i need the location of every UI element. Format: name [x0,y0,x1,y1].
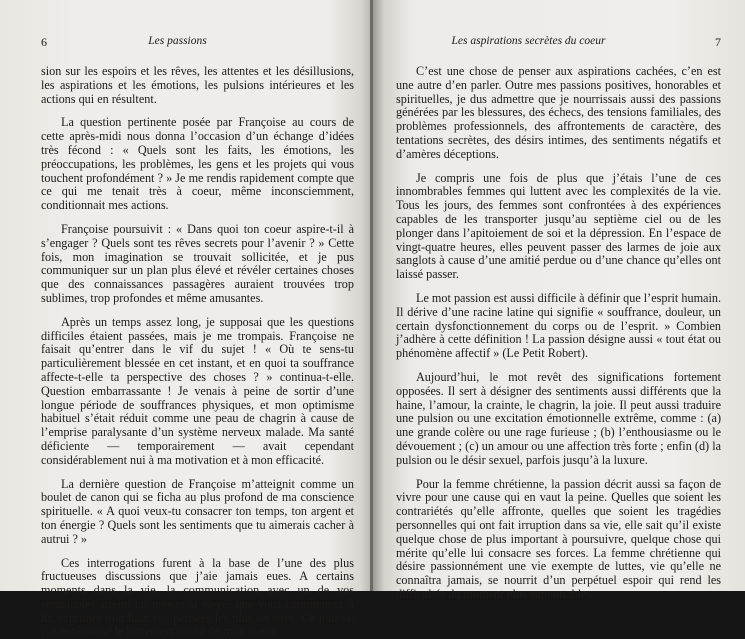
paragraph: Après un temps assez long, je supposai que les questions difficiles étaient passées, mais je me trompais. Françoise ne faisait qu’entrer dans le vif du sujet ! « Où te sens-tu particulièrement blessée en cet instant, et en quoi ta souffrance affecte-t-elle ta perspective des choses ? » continua-t-elle. Question embarrassante ! Je venais à peine de sortir d’une longue période de souffrances physiques, et mon optimisme habituel s’était réduit comme une peau de chagrin à cause de l’emprise paralysante d’un système nerveux malade. Ma santé déficiente — temporairement — avait cependant considérablement nui à ma motivation et à mon efficacité. [41,316,354,468]
paragraph: Pour la femme chrétienne, la passion décrit aussi sa façon de vivre pour une cause qui en vaut la peine. Quelles que soient les contrariétés qu’elle affronte, quelles que soient les tragédies personnelles qui ont fait irruption dans sa vie, elle sait qu’il existe quelque chose de plus important à poursuivre, quelque chose qui mérite qu’elle lui consacre ses forces. La femme chrétienne qui désire passionnément une vie exempte de luttes, vie qu’elle ne connaîtra jamais, se nourrit d’un perpétuel espoir qui rend les difficultés du moment plus supportables. [396,478,721,602]
paragraph: Ces interrogations furent à la base de l’une des plus fructueuses discussions que j’aie jamais eues. A certains moments dans la vie, la communication avec un de vos semblables atteint un niveau si élevé, que vous commencez à lui exprimer tout haut vos pensées les plus secrètes. Ce jour-là, j’ai extériorisé le battement caché de mon coeur. [41,557,354,639]
paragraph: Aujourd’hui, le mot revêt des significations fortement opposées. Il sert à désigner des sentiments aussi différents que la haine, l’amour, la crainte, le chagrin, la joie. Il peut aussi traduire une pulsion ou une excitation émotionnelle extrême, comme : (a) une grande colère ou une rage furieuse ; (b) l’enthousiasme ou le dévouement ; (c) un amour ou une affection très forte ; enfin (d) la pulsion ou le désir sexuel, parfois jusqu’à la luxure. [396,371,721,468]
right-page [373,0,745,591]
left-page-header [41,35,354,51]
paragraph: La question pertinente posée par Françoise au cours de cette après-midi nous donna l’occasion d’un échange d’idées très fécond : « Quels sont les faits, les émotions, les préoccupations, les problèmes, les gens et les projets qui vous touchent profondément ? » Je me rendis rapidement compte que ce qui me tenait très à coeur, même inconsciemment, conditionnait mes actions. [41,116,354,213]
running-title: Les aspirations secrètes du coeur [396,35,661,47]
running-title: Les passions [121,35,234,47]
paragraph: sion sur les espoirs et les rêves, les attentes et les désillusions, les aspirations et les émotions, les pulsions intérieures et les actions qui en résultent. [41,65,354,106]
page-number: 6 [41,35,47,50]
paragraph: La dernière question de Françoise m’atteignit comme un boulet de canon qui se ficha au plus profond de ma conscience spirituelle. « A quoi veux-tu consacrer ton temps, ton argent et ton énergie ? Quels sont les sentiments que tu aimerais cacher à autrui ? » [41,478,354,547]
page-number: 7 [715,35,721,50]
paragraph: C’est une chose de penser aux aspirations cachées, c’en est une autre d’en parler. Outre mes passions positives, honorables et spirituelles, je dus admettre que je nourrissais aussi des passions générées par les blessures, des échecs, des tensions familiales, des problèmes professionnels, des affrontements de caractère, des tentations secrètes, des désirs intimes, des sentiments négatifs et d’amères déceptions. [396,65,721,162]
paragraph: Le mot passion est aussi difficile à définir que l’esprit humain. Il dérive d’une racine latine qui signifie « souffrance, douleur, un certain dysfonctionnement du corps ou de l’esprit. » Combien j’adhère à cette définition ! La passion désigne aussi « tout état ou phénomène affectif » (Le Petit Robert). [396,292,721,361]
left-page-body [41,65,354,639]
paragraph: Françoise poursuivit : « Dans quoi ton coeur aspire-t-il à s’engager ? Quels sont tes rêves secrets pour l’avenir ? » Cette fois, mon imagination se trouvait sollicitée, et je pus communiquer sur un plan plus élevé et révéler certaines choses que des connaissances passagères auraient trouvées trop sublimes, trop profondes et même amusantes. [41,223,354,306]
left-page [0,0,372,591]
right-page-header [396,35,721,51]
paragraph: Je compris une fois de plus que j’étais l’une de ces innombrables femmes qui luttent avec les complexités de la vie. Tous les jours, des femmes sont confrontées à des expériences capables de les transporter jusqu’au septième ciel ou de les plonger dans l’apitoiement de soi et la dépression. En l’espace de vingt-quatre heures, elles peuvent passer des larmes de joie aux sanglots à cause d’une amitié perdue ou d’une chance qu’elles ont laissé passer. [396,172,721,282]
right-page-body [396,65,721,602]
